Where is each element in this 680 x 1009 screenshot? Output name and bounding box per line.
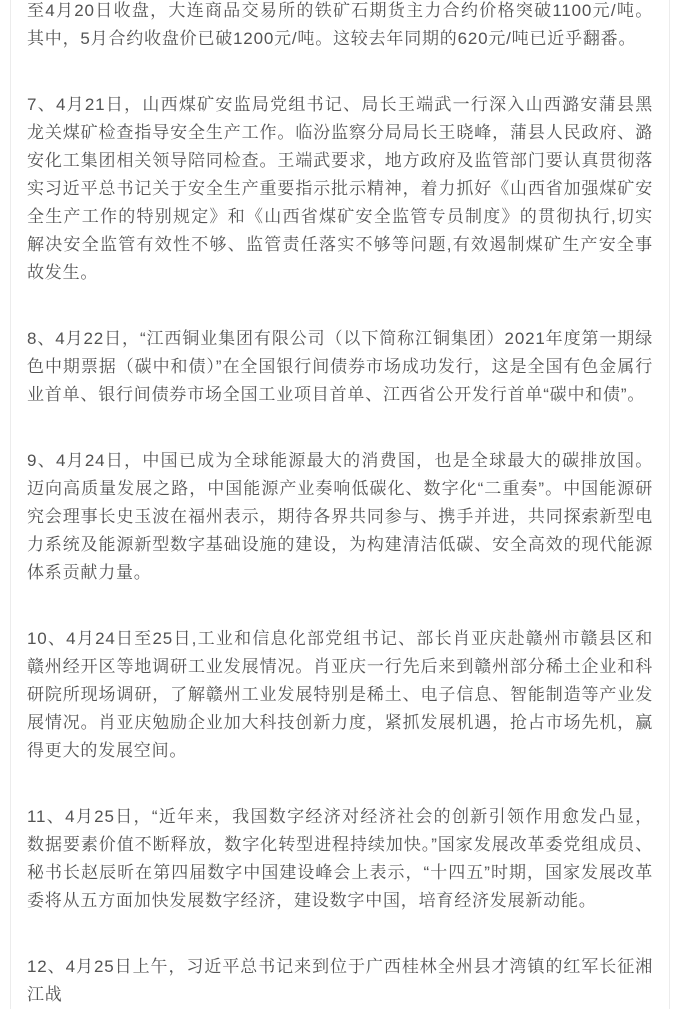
article-paragraph-8: 8、4月22日，“江西铜业集团有限公司（以下简称江铜集团）2021年度第一期绿色中期票据（碳中和债）”在全国银行间债券市场成功发行，这是全国有色金属行业首单、银行间债券市场全国工业项目首单、江西省公开发行首单“碳中和债”。 <box>27 329 653 404</box>
article-paragraph-11: 11、4月25日，“近年来，我国数字经济对经济社会的创新引领作用愈发凸显，数据要素价值不断释放，数字化转型进程持续加快。”国家发展改革委党组成员、秘书长赵辰昕在第四届数字中国建设峰会上表示，“十四五”时期，国家发展改革委将从五方面加快发展数字经济，建设数字中国，培育经济发展新动能。 <box>27 807 653 910</box>
article-paragraph-9: 9、4月24日，中国已成为全球能源最大的消费国，也是全球最大的碳排放国。迈向高质量发展之路，中国能源产业奏响低碳化、数字化“二重奏”。中国能源研究会理事长史玉波在福州表示，期待各界共同参与、携手并进，共同探索新型电力系统及能源新型数字基础设施的建设，为构建清洁低碳、安全高效的现代能源体系贡献力量。 <box>27 451 653 582</box>
article-paragraph-12: 12、4月25日上午，习近平总书记来到位于广西桂林全州县才湾镇的红军长征湘江战 <box>27 957 653 1004</box>
article-paragraph-continued: 至4月20日收盘，大连商品交易所的铁矿石期货主力合约价格突破1100元/吨。其中，5月合约收盘价已破1200元/吨。这较去年同期的620元/吨已近乎翻番。 <box>27 1 653 48</box>
article-paragraph-10: 10、4月24日至25日,工业和信息化部党组书记、部长肖亚庆赴赣州市赣县区和赣州经开区等地调研工业发展情况。肖亚庆一行先后来到赣州部分稀土企业和科研院所现场调研，了解赣州工业发展特别是稀土、电子信息、智能制造等产业发展情况。肖亚庆勉励企业加大科技创新力度，紧抓发展机遇，抢占市场先机，赢得更大的发展空间。 <box>27 629 653 760</box>
article-body <box>27 0 653 1009</box>
article-paragraph-7: 7、4月21日，山西煤矿安监局党组书记、局长王端武一行深入山西潞安蒲县黑龙关煤矿检查指导安全生产工作。临汾监察分局局长王晓峰，蒲县人民政府、潞安化工集团相关领导陪同检查。王端武要求，地方政府及监管部门要认真贯彻落实习近平总书记关于安全生产重要指示批示精神，着力抓好《山西省加强煤矿安全生产工作的特别规定》和《山西省煤矿安全监管专员制度》的贯彻执行,切实解决安全监管有效性不够、监管责任落实不够等问题,有效遏制煤矿生产安全事故发生。 <box>27 95 653 282</box>
article-column <box>10 0 670 1009</box>
